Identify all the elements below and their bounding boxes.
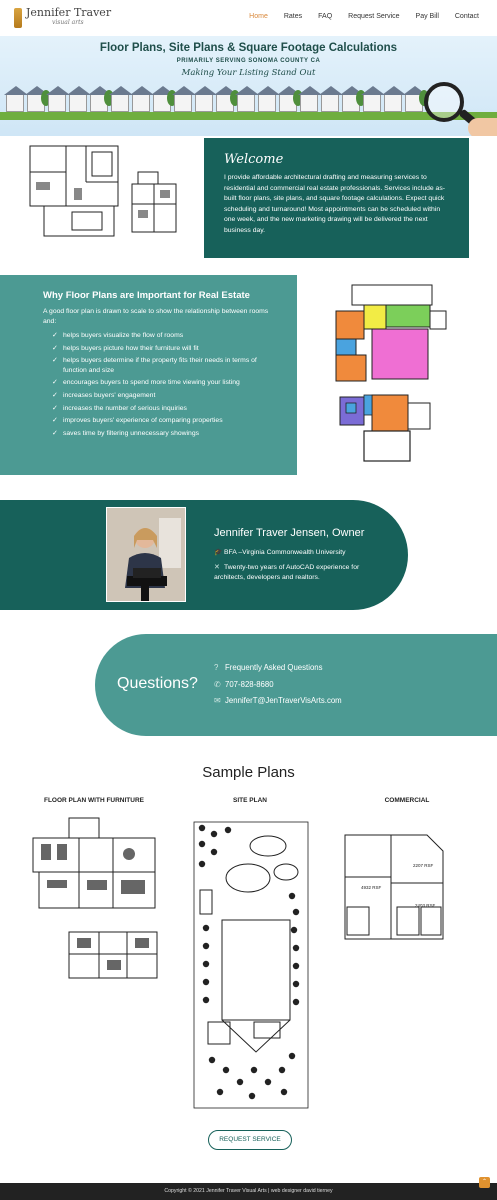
list-item: ✓ increases buyers' engagement (52, 392, 156, 400)
tree-icon (203, 925, 209, 931)
furniture-floor-plan (29, 814, 159, 990)
phone-link[interactable]: ✆ 707-828-8680 (214, 680, 274, 689)
list-item: ✓ improves buyers' experience of comparing properties (52, 417, 223, 425)
welcome-section (204, 138, 469, 258)
check-icon: ✓ (52, 417, 58, 425)
list-item: ✓ helps buyers picture how their furniture will fit (52, 344, 199, 352)
logo-subtitle: visual arts (52, 19, 84, 26)
site-logo[interactable] (14, 6, 112, 30)
check-icon: ✓ (52, 392, 58, 400)
sample-label-furniture: FLOOR PLAN WITH FURNITURE (43, 797, 145, 804)
tree-icon (289, 1053, 295, 1059)
nav-home[interactable]: Home (249, 13, 268, 20)
list-item: ✓ increases the number of serious inquiries (52, 404, 187, 412)
logo-name: Jennifer Traver (26, 6, 112, 19)
owner-photo (106, 507, 186, 602)
hero-title: Floor Plans, Site Plans & Square Footage Calculations (99, 42, 398, 54)
tree-icon (209, 1057, 215, 1063)
tree-icon (293, 945, 299, 951)
check-icon: ✓ (52, 379, 58, 387)
tree-icon (265, 1079, 271, 1085)
house-icon (258, 94, 276, 112)
tree-icon (291, 927, 297, 933)
house-icon (111, 94, 129, 112)
nav-pay-bill[interactable]: Pay Bill (415, 13, 439, 20)
owner-education: 🎓 BFA –Virginia Commonwealth University (214, 549, 346, 556)
scroll-to-top-button[interactable] (479, 1177, 490, 1188)
commercial-area-label: 2207 RSF (413, 863, 434, 868)
house-icon (237, 94, 255, 112)
house-icon (195, 94, 213, 112)
tree-icon (289, 893, 295, 899)
tree-icon (279, 1067, 285, 1073)
house-icon (132, 94, 150, 112)
hero-tagline: Making Your Listing Stand Out (181, 68, 316, 78)
tools-icon: ✕ (214, 564, 220, 571)
tree-icon (249, 1093, 255, 1099)
envelope-icon: ✉ (214, 696, 221, 705)
sample-label-site: SITE PLAN (233, 797, 267, 804)
house-icon (48, 94, 66, 112)
tree-icon (199, 841, 205, 847)
check-icon: ✓ (52, 357, 58, 365)
house-icon (174, 94, 192, 112)
chevron-up-icon: ⌃ (481, 1179, 488, 1185)
samples-title: Sample Plans (202, 764, 295, 781)
faq-link[interactable]: ? Frequently Asked Questions (214, 663, 323, 672)
commercial-area-label: 4932 RSF (361, 885, 382, 890)
magnifier-icon (424, 82, 464, 122)
check-icon: ✓ (52, 404, 58, 412)
tree-icon (203, 979, 209, 985)
list-item: ✓ saves time by filtering unnecessary showings (52, 430, 200, 438)
nav-faq[interactable]: FAQ (318, 13, 333, 20)
why-title: Why Floor Plans are Important for Real Estate (43, 290, 250, 301)
tree-icon (199, 825, 205, 831)
welcome-text: I provide affordable architectural drafting and measuring services to residential and commercial real estate professionals. Services include as-built floor plans, site plans, and square footage calculations. Expect quick scheduling and turnaround! Most appointments can be scheduled within one week, and the new marketing drawing will be delivered the next business day. (224, 174, 446, 234)
email-link[interactable]: ✉ JenniferT@JenTraverVisArts.com (214, 696, 342, 705)
check-icon: ✓ (52, 332, 58, 339)
footer-copyright: Copyright © 2021 Jennifer Traver Visual Arts | web designer david tierney (164, 1188, 333, 1194)
house-icon (363, 94, 381, 112)
check-icon: ✓ (52, 430, 58, 438)
check-icon: ✓ (52, 344, 58, 352)
tree-icon (217, 1089, 223, 1095)
tree-icon (203, 943, 209, 949)
list-item: ✓ helps buyers visualize the flow of rooms (52, 332, 184, 339)
tree-icon (293, 909, 299, 915)
request-service-button[interactable]: REQUEST SERVICE (208, 1130, 292, 1150)
colored-floor-plan (332, 283, 450, 465)
phone-icon: ✆ (214, 680, 221, 689)
tree-icon (203, 961, 209, 967)
tree-icon (199, 861, 205, 867)
tree-icon (293, 999, 299, 1005)
tree-icon (211, 831, 217, 837)
why-benefits-list (43, 331, 269, 438)
tree-icon (237, 1079, 243, 1085)
commercial-area-label: 2403 RSF (415, 903, 436, 908)
why-floor-plans-section (0, 275, 297, 475)
house-icon (6, 94, 24, 112)
nav-request-service[interactable]: Request Service (348, 13, 400, 20)
tree-icon (281, 1089, 287, 1095)
questions-title: Questions? (117, 675, 198, 692)
owner-portrait-image (107, 508, 186, 602)
list-item: ✓ encourages buyers to spend more time viewing your listing (52, 379, 240, 387)
tree-icon (223, 1067, 229, 1073)
floor-plan-drawing (26, 142, 180, 250)
nav-contact[interactable]: Contact (454, 13, 479, 20)
house-icon (384, 94, 402, 112)
list-item: ✓ helps buyers determine if the property fits their needs in terms of function and size (52, 357, 257, 374)
tree-icon (211, 849, 217, 855)
house-icon (321, 94, 339, 112)
tree-icon (293, 963, 299, 969)
main-nav (249, 13, 479, 20)
owner-name: Jennifer Traver Jensen, Owner (214, 527, 365, 539)
tree-icon (225, 827, 231, 833)
pencil-icon (14, 8, 22, 28)
owner-experience: ✕ Twenty-two years of AutoCAD experience for architects, developers and realtors. (214, 564, 360, 581)
hero-banner (0, 36, 497, 136)
grass-strip (0, 112, 497, 120)
tree-icon (203, 997, 209, 1003)
tree-icon (251, 1067, 257, 1073)
house-icon (300, 94, 318, 112)
site-header (0, 0, 497, 36)
commercial-floor-plan (343, 833, 445, 941)
sample-label-commercial: COMMERCIAL (384, 797, 430, 804)
site-plan-drawing (192, 820, 310, 1110)
welcome-title: Welcome (224, 152, 284, 167)
graduation-cap-icon: 🎓 (214, 549, 223, 556)
hand-illustration (468, 118, 497, 136)
why-intro: A good floor plan is drawn to scale to show the relationship between rooms and: (43, 308, 269, 325)
tree-icon (293, 981, 299, 987)
nav-rates[interactable]: Rates (283, 13, 303, 20)
question-icon: ? (214, 663, 219, 672)
hero-subtitle: PRIMARILY SERVING SONOMA COUNTY CA (176, 58, 321, 64)
house-icon (69, 94, 87, 112)
footer (0, 1183, 497, 1200)
